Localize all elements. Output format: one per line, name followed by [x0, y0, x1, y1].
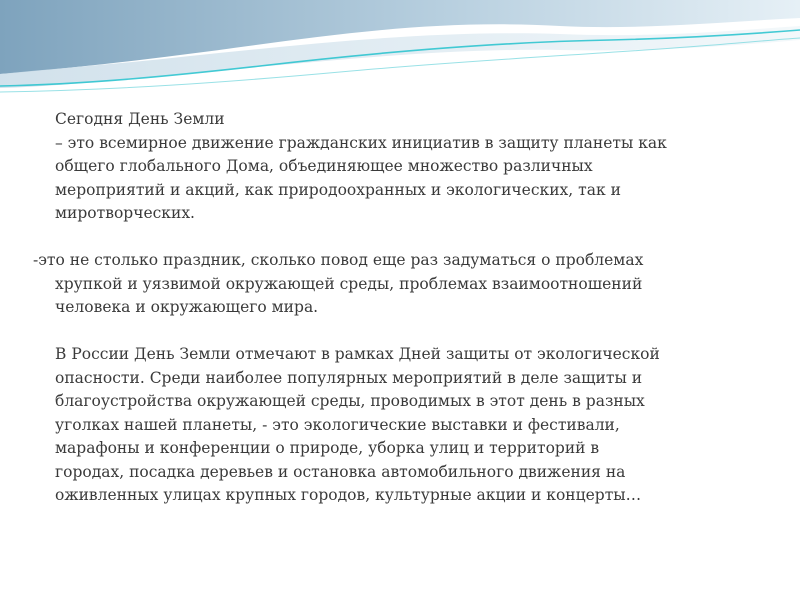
text-line: миротворческих.	[55, 204, 195, 222]
text-line: марафоны и конференции о природе, уборка улиц и территорий в	[55, 439, 600, 457]
paragraph-spacer	[33, 320, 733, 344]
text-line: уголках нашей планеты, - это экологические выставки и фестивали,	[55, 415, 620, 434]
paragraph-3	[33, 343, 733, 508]
text-line: человека и окружающего мира.	[55, 298, 319, 316]
text-line: хрупкой и уязвимой окружающей среды, проблемах взаимоотношений	[55, 274, 643, 293]
paragraph-1	[33, 108, 733, 226]
text-line: Сегодня День Земли	[55, 110, 225, 128]
paragraph-spacer	[33, 226, 733, 250]
wave-header-decoration	[0, 0, 800, 110]
paragraph-2	[33, 249, 733, 320]
text-line: общего глобального Дома, объединяющее множество различных	[55, 157, 593, 175]
text-line: городах, посадка деревьев и остановка автомобильного движения на	[55, 462, 626, 481]
text-line: -это не столько праздник, сколько повод еще раз задуматься о проблемах	[33, 251, 644, 269]
text-line: опасности. Среди наиболее популярных мероприятий в деле защиты и	[55, 368, 643, 387]
text-line: В России День Земли отмечают в рамках Дней защиты от экологической	[55, 345, 660, 363]
text-line: – это всемирное движение гражданских инициатив в защиту планеты как	[55, 133, 667, 152]
text-line: благоустройства окружающей среды, проводимых в этот день в разных	[55, 392, 645, 410]
slide-text-block	[33, 108, 733, 508]
text-line: мероприятий и акций, как природоохранных и экологических, так и	[55, 180, 621, 199]
text-line: оживленных улицах крупных городов, культурные акции и концерты…	[55, 486, 642, 504]
